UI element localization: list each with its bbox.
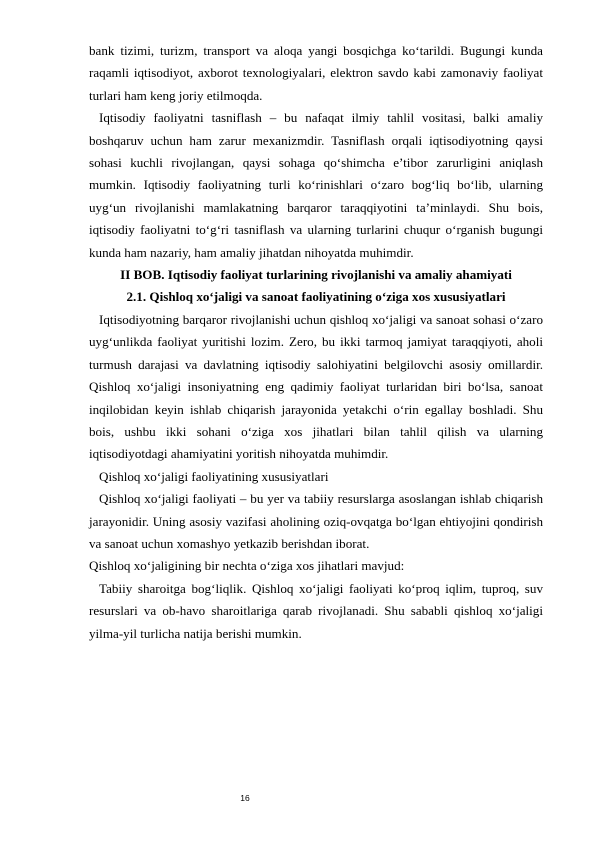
paragraph: Qishloq xo‘jaligining bir nechta o‘ziga xos jihatlari mavjud: <box>89 558 405 574</box>
section-heading: 2.1. Qishloq xo‘jaligi va sanoat faoliyatining o‘ziga xos xususiyatlari <box>126 289 506 305</box>
page-number: 16 <box>240 793 250 803</box>
subheading: Qishloq xo‘jaligi faoliyatining xususiyatlari <box>99 468 329 484</box>
chapter-heading: II BOB. Iqtisodiy faoliyat turlarining rivojlanishi va amaliy ahamiyati <box>120 267 512 283</box>
paragraph: Qishloq xo‘jaligi faoliyati – bu yer va tabiiy resurslarga asoslangan ishlab chiqarish jarayonidir. Uning asosiy vazifasi aholining oziq-ovqatga bo‘lgan ehtiyojini qondirish va sanoat uchun xomashyo yetkazib berishdan iborat. <box>89 491 543 551</box>
paragraph: Iqtisodiyotning barqaror rivojlanishi uchun qishloq xo‘jaligi va sanoat sohasi o‘zaro uyg‘unlikda faoliyat yuritishi lozim. Zero, bu ikki tarmoq jamiyat taraqqiyoti, aholi turmush darajasi va davlatning iqtisodiy salohiyatini belgilovchi asosiy omillardir. Qishloq xo‘jaligi insoniyatning eng qadimiy faoliyat turlaridan biri bo‘lsa, sanoat inqilobidan keyin ishlab chiqarish jarayonida yetakchi o‘rin egallay boshladi. Shu bois, ushbu ikki sohani o‘ziga xos jihatlari bilan tahlil qilish va ularning iqtisodiyotdagi ahamiyatini yoritish nihoyatda muhimdir. <box>89 311 543 462</box>
paragraph: bank tizimi, turizm, transport va aloqa yangi bosqichga ko‘tarildi. Bugungi kunda raqamli iqtisodiyot, axborot texnologiyalari, elektron savdo kabi zamonaviy faoliyat turlari ham keng joriy etilmoqda. <box>89 43 543 103</box>
paragraph: Iqtisodiy faoliyatni tasniflash – bu nafaqat ilmiy tahlil vositasi, balki amaliy boshqaruv uchun ham zarur mexanizmdir. Tasniflash orqali iqtisodiyotning qaysi sohasi kuchli rivojlangan, qaysi sohaga qo‘shimcha e’tibor zarurligini aniqlash mumkin. Iqtisodiy faoliyatning turli ko‘rinishlari o‘zaro bog‘liq bo‘lib, ularning uyg‘un rivojlanishi mamlakatning barqaror taraqqiyotini ta’minlaydi. Shu bois, iqtisodiy faoliyatni to‘g‘ri tasniflash va ularning turlarini chuqur o‘rganish bugungi kunda ham nazariy, ham amaliy jihatdan nihoyatda muhimdir. <box>89 110 543 260</box>
document-page <box>89 40 543 645</box>
paragraph: Tabiiy sharoitga bog‘liqlik. Qishloq xo‘jaligi faoliyati ko‘proq iqlim, tuproq, suv resurslari va ob-havo sharoitlariga qarab rivojlanadi. Shu sababli qishloq xo‘jaligi yilma-yil turlicha natija berishi mumkin. <box>89 580 543 641</box>
